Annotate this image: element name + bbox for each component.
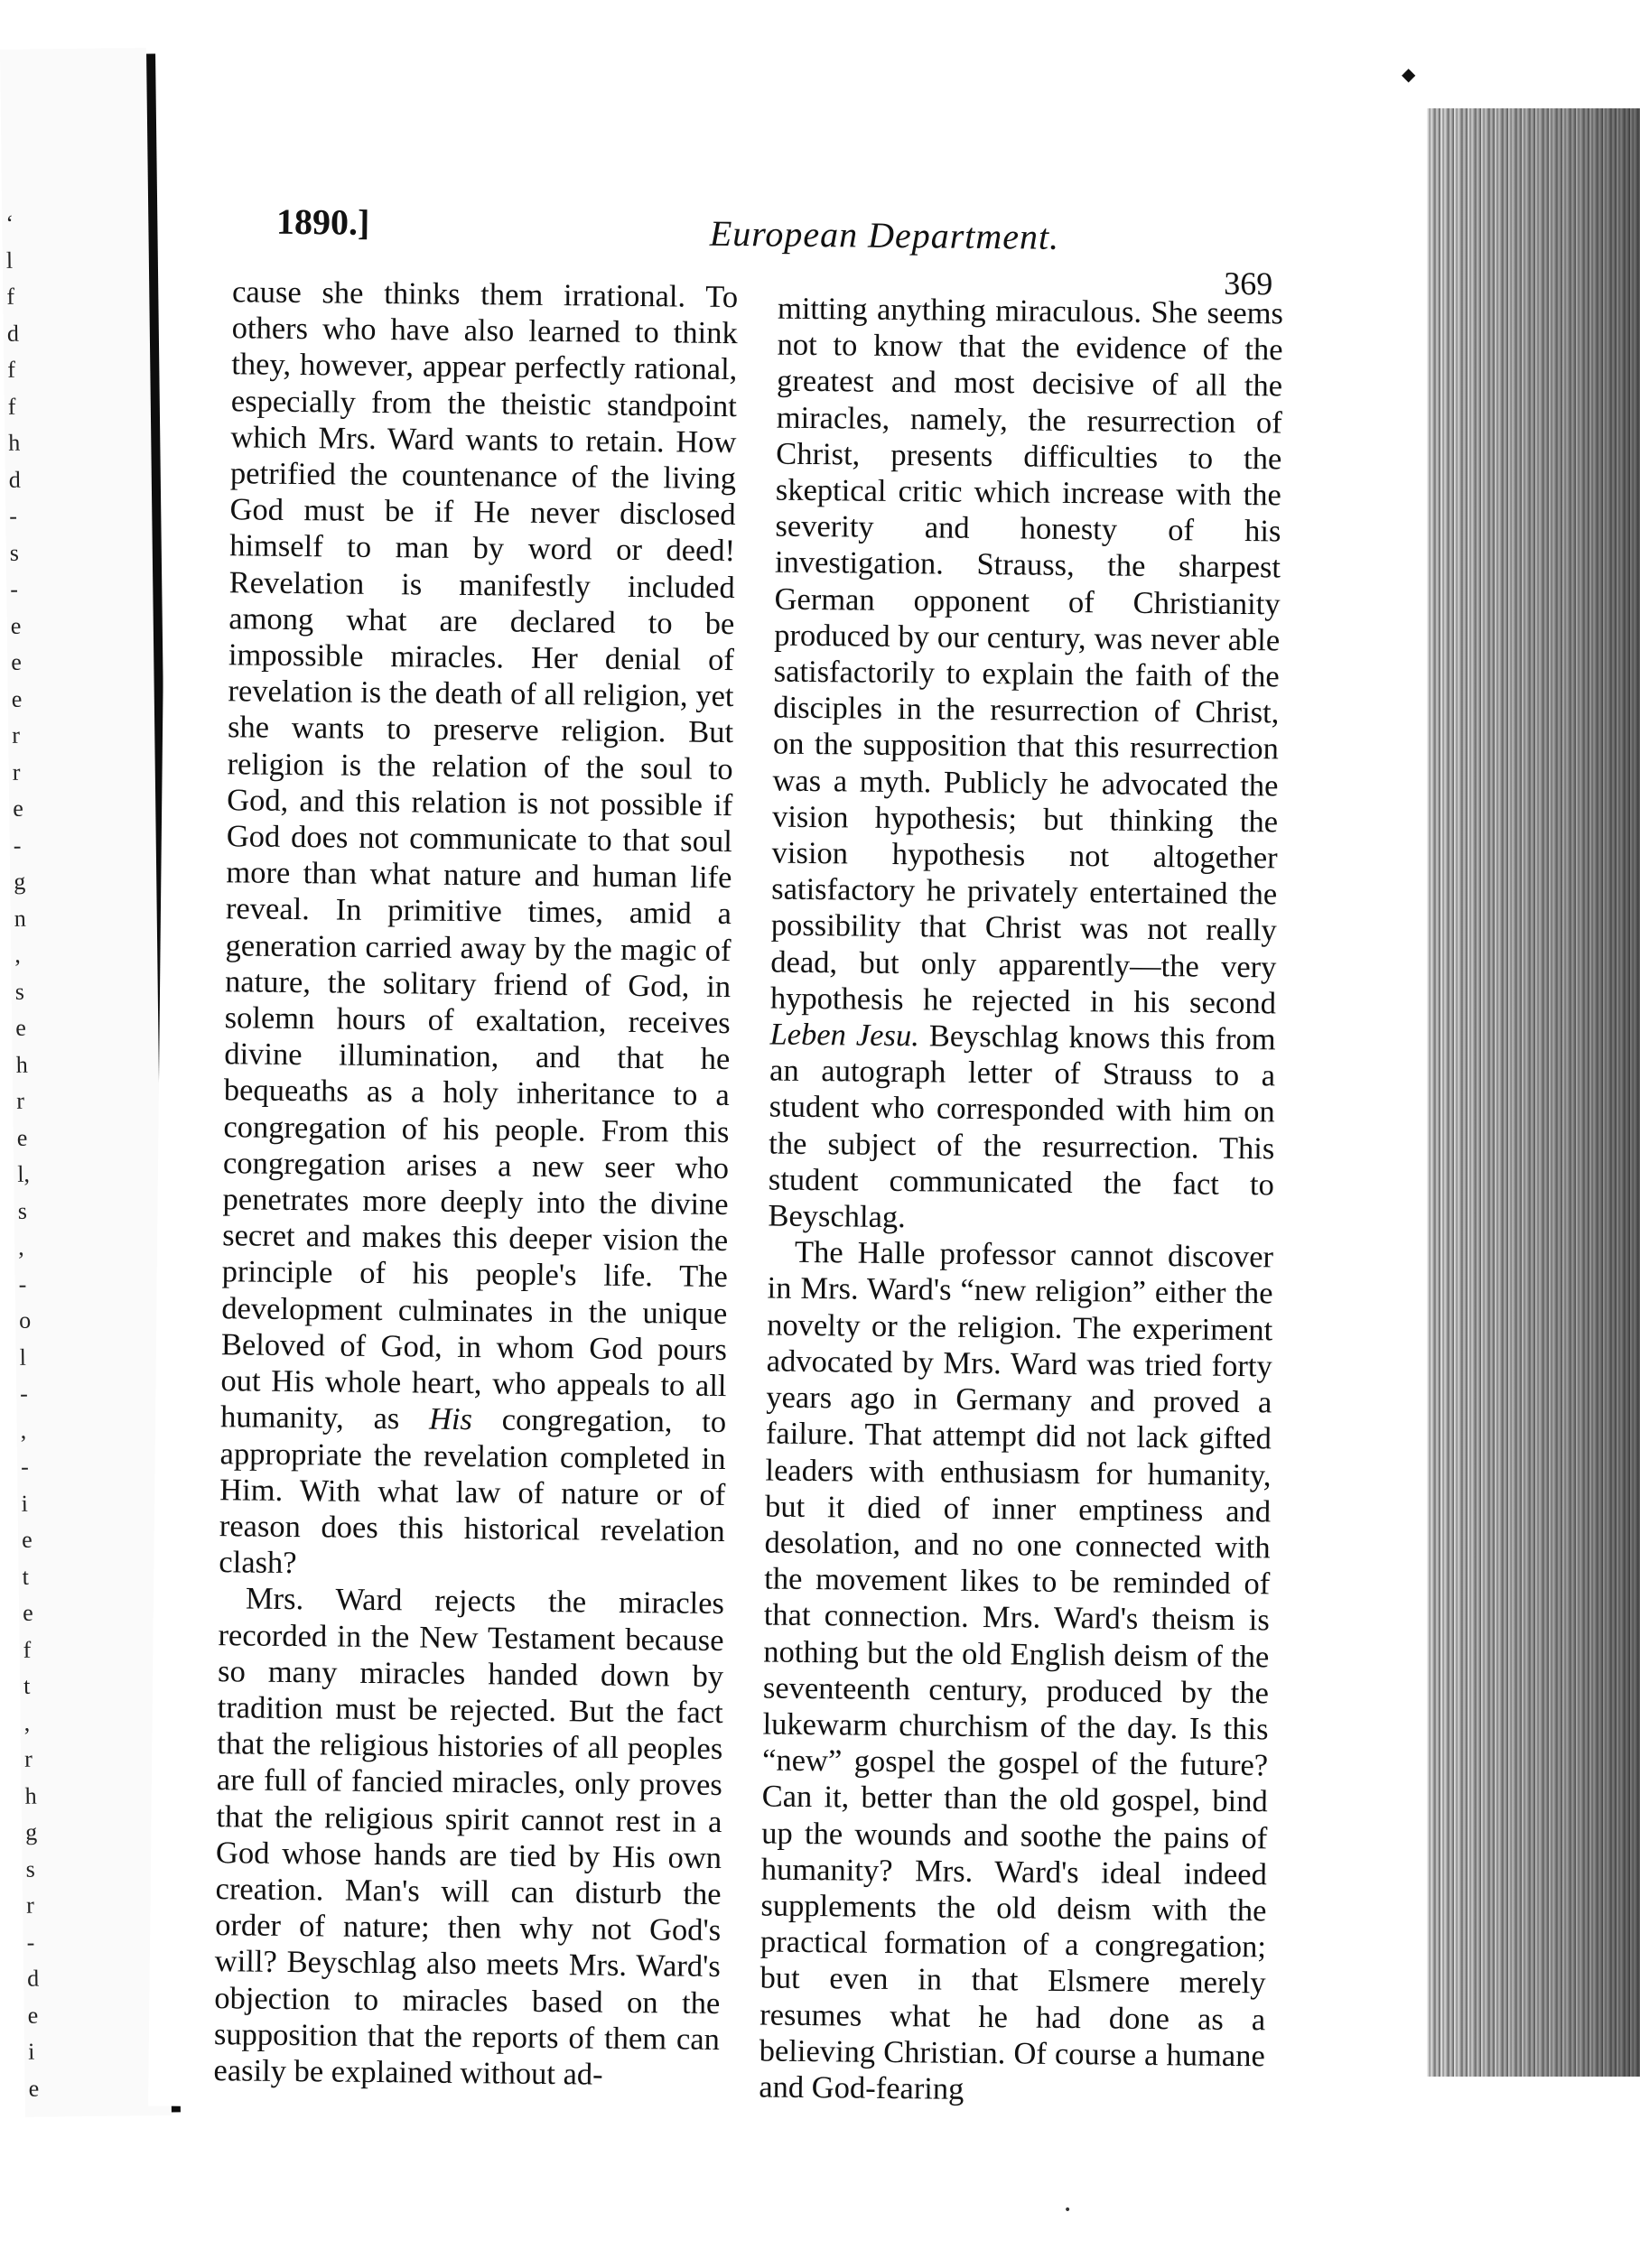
facing-page-fragment: n bbox=[14, 905, 26, 932]
facing-page-fragment: e bbox=[13, 795, 23, 822]
facing-page-fragment: s bbox=[17, 1197, 28, 1224]
facing-page-fragment: - bbox=[9, 502, 18, 529]
facing-page-fragment: d bbox=[6, 320, 20, 347]
paragraph: The Halle professor cannot discover in Mrs. Ward's “new religion” either the novelty or the religion. The experiment advocated by Mrs. Ward was tried forty years ago in Germany and proved a failure. That attempt did not lack gifted leaders with enthusiasm for humanity, but it died of inner emptiness and desolation, and no one connected with the movement likes to be reminded of that connection. Mrs. Ward's theism is nothing but the old English deism of the seventeenth century, produced by the lukewarm churchism of the day. Is this “new” gospel the gospel of the future? Can it, better than the old gospel, bind up the wounds and soothe the pains of humanity? Mrs. Ward's ideal indeed supplements the old deism with the practical formation of a congregation; but even in that Elsmere merely resumes what he had done as a believing Christian. Of course a humane and God-fearing bbox=[759, 1235, 1274, 2106]
facing-page-fragment: f bbox=[7, 393, 16, 420]
facing-page-fragment: - bbox=[13, 832, 22, 859]
facing-page-fragment: i bbox=[27, 2038, 35, 2065]
facing-page-fragment: , bbox=[20, 1417, 27, 1444]
facing-page-fragment: e bbox=[11, 648, 23, 675]
facing-page-fragment: , bbox=[14, 941, 21, 968]
facing-page-fragment: - bbox=[20, 1380, 29, 1407]
facing-page-fragment: g bbox=[24, 1818, 38, 1845]
paragraph-text: Beyschlag knows this from an autograph letter of Strauss to a student who corresponded with him on the subject of the resurrection. This student communicated the fact to Beyschlag. bbox=[768, 1018, 1276, 1235]
italic-text: Leben Jesu. bbox=[769, 1017, 920, 1054]
facing-page-fragment: r bbox=[12, 721, 21, 748]
facing-page-fragment: l bbox=[19, 1343, 27, 1371]
facing-page-fragment: d bbox=[8, 466, 21, 493]
facing-page-fragment: - bbox=[18, 1270, 27, 1297]
corner-mark: ◆ bbox=[1402, 63, 1416, 85]
facing-page-fragment: e bbox=[21, 1526, 33, 1553]
facing-page-fragment: e bbox=[11, 685, 23, 712]
paragraph bbox=[768, 291, 1283, 1240]
facing-page-fragment: - bbox=[26, 1929, 35, 1956]
facing-page-fragment: s bbox=[9, 539, 20, 566]
facing-page-fragment: e bbox=[10, 612, 22, 639]
facing-page-fragment: t bbox=[22, 1563, 30, 1590]
facing-page-fragment: o bbox=[19, 1306, 32, 1334]
facing-page-fragment: l bbox=[5, 246, 14, 274]
italic-text: His bbox=[428, 1401, 473, 1437]
facing-page-fragment: r bbox=[16, 1087, 25, 1114]
facing-page-fragment: h bbox=[24, 1782, 37, 1809]
paragraph-text: cause she thinks them irrational. To others who have also learned to think they, however, appear perfectly rational, especially from the theistic standpoint which Mrs. Ward wants to retain. How petrified the countenance of the living God must be if He never disclosed himself to man by word or deed! Revelation is manifestly included among what are declared to be impossible miracles. Her denial of revelation is the death of all religion, yet she wants to preserve religion. But religion is the relation of the soul to God, and this relation is not possible if God does not communicate to that soul more than what nature and human life reveal. In primitive times, amid a generation carried away by the magic of nature, the solitary friend of God, in solemn hours of exaltation, receives divine illumination, and that he bequeaths as a holy inheritance to a congregation of his people. From this congregation arises a new seer who penetrates more deeply into the divine secret and makes this deeper vision the principle of his people's life. The development culminates in the unique Beloved of God, in whom God pours out His whole heart, who appeals to all humanity, as bbox=[219, 274, 739, 1436]
facing-page-fragment: f bbox=[23, 1636, 32, 1663]
facing-page-fragment: i bbox=[21, 1490, 29, 1517]
facing-page-fragment: e bbox=[22, 1599, 33, 1626]
facing-page-fragment: r bbox=[12, 758, 21, 785]
facing-page-fragment: d bbox=[26, 1965, 40, 1992]
text-column-left bbox=[213, 274, 738, 2094]
paragraph bbox=[219, 274, 738, 1585]
facing-page-fragment: , bbox=[18, 1233, 24, 1260]
facing-page-fragment: t bbox=[23, 1672, 31, 1699]
page-number: 369 bbox=[1224, 265, 1273, 302]
facing-page-fragment: - bbox=[10, 575, 19, 602]
facing-page-fragment: e bbox=[27, 2002, 39, 2029]
paragraph-text: congregation, to appropriate the revelation completed in Him. With what law of nature or of reason does this historical revelation clash? bbox=[219, 1402, 727, 1581]
page-edges bbox=[1427, 108, 1640, 2077]
facing-page-fragment: g bbox=[14, 868, 26, 895]
text-column-right bbox=[759, 291, 1283, 2111]
facing-page-fragment: s bbox=[25, 1855, 35, 1882]
facing-page-fragment: ‘ bbox=[5, 209, 14, 237]
facing-page-fragment: h bbox=[15, 1051, 28, 1078]
facing-page-fragment: f bbox=[6, 283, 15, 310]
facing-page-fragment: s bbox=[14, 978, 25, 1005]
facing-page-fragment: r bbox=[23, 1745, 33, 1772]
facing-page-fragment: e bbox=[16, 1124, 28, 1151]
facing-page-fragment: l, bbox=[17, 1160, 31, 1187]
facing-page-fragment: f bbox=[7, 356, 16, 383]
book-page bbox=[148, 48, 1470, 2120]
running-title: European Department. bbox=[709, 212, 1060, 257]
facing-page-fragment: e bbox=[15, 1014, 26, 1041]
paragraph-text: mitting anything miraculous. She seems not to know that the evidence of the greatest and most decisive of all the miracles, namely, the resurrection of Christ, presents difficulties to the skeptical critic which increase with the severity and honesty of his investigation. Strauss, the sharpest German opponent of Christianity produced by our century, was never able satisfactorily to explain the faith of the disciples in the resurrection of Christ, on the supposition that this resurrection was a myth. Publicly he advocated the vision hypothesis; but thinking the vision hypothesis not altogether satisfactory he privately entertained the possibility that Christ was not really dead, but only apparently—the very hypothesis he rejected in his second bbox=[769, 291, 1284, 1021]
facing-page-fragment: e bbox=[28, 2075, 40, 2102]
facing-page-fragment: - bbox=[20, 1453, 30, 1480]
facing-page-strip bbox=[0, 48, 172, 2117]
dot-mark: • bbox=[1064, 2203, 1072, 2217]
paragraph: Mrs. Ward rejects the miracles recorded in the New Testament because so many miracles handed down by tradition must be rejected. But the fact that the religious histories of all peoples are full of fancied miracles, only proves that the religious spirit cannot rest in a God whose hands are tied by His own creation. Man's will can disturb the order of nature; then why not God's will? Beyschlag also meets Mrs. Ward's objection to miracles based on the supposition that the reports of them can easily be explained without ad- bbox=[213, 1581, 725, 2092]
facing-page-fragment: , bbox=[23, 1709, 31, 1736]
header-year: 1890.] bbox=[275, 200, 370, 243]
facing-page-fragment: h bbox=[8, 429, 21, 456]
facing-page-fragment: r bbox=[25, 1892, 34, 1919]
